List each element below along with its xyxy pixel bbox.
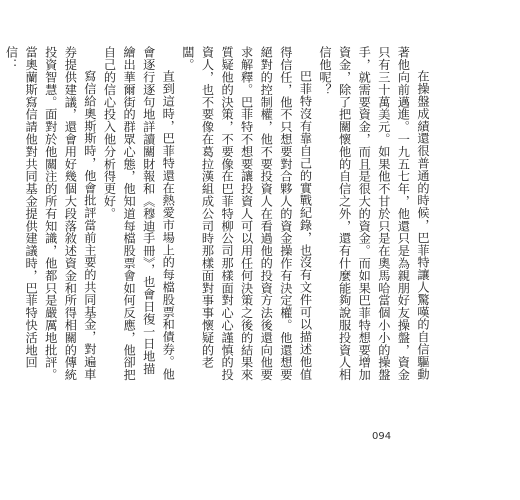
paragraph-4: 寫信給奧斯斯時，他會批評當前主要的共同基金，對遍車券提供建議，還會用好幾個大段落敘述資金和所得相關的傳統投資智慧。面對於他關注的所有知識，他都只是嚴厲地批評。當奧蘭斯寫信請他對共同基金提供建議時，巴菲特快活地回信： [4, 46, 97, 381]
paragraph-2: 巴菲特沒有靠自己的實戰紀錄，也沒有文件可以描述他值得信任，他不只想要對合夥人的資金操作有決定權。他還想要絕對的控制權，他不要投資人在看過他的投資方法後還向他要求解釋。巴菲特不想要讓投資人可以用任何決策之後的結果來質疑他的決策，不要像在巴菲特柳公司那樣面對心心謹慎的投資人，也不要像在葛拉漢組成公司時那樣面對事事懷疑的老闆。 [180, 46, 313, 381]
paragraph-1: 在操盤成績還很普通的時候，巴菲特讓人驚嘆的自信驅動著他向前邁進。一九五七年，他還只是為親朋好友操盤，資金只有三十萬美元。如果他不甘於只是在奧馬哈當個小小的操盤手，就需要資金，而且是很大的資金。而如果巴菲特想要增加資金，除了把關懷他的自信之外，還有什麼能夠說服投資人相信他呢？ [318, 46, 430, 381]
body-text [0, 46, 432, 384]
page-number: 094 [372, 431, 392, 442]
paragraph-3: 直到這時，巴菲特還在熱愛市場上的每檔股票和債券。他會逐行逐句地詳讀關財報和《穆迪手冊》，也會日復一日地描繪出華爾街的群眾心態，他知道每檔股票會如何反應，他卻把自己的信心投入他分析得更好。 [102, 46, 176, 381]
